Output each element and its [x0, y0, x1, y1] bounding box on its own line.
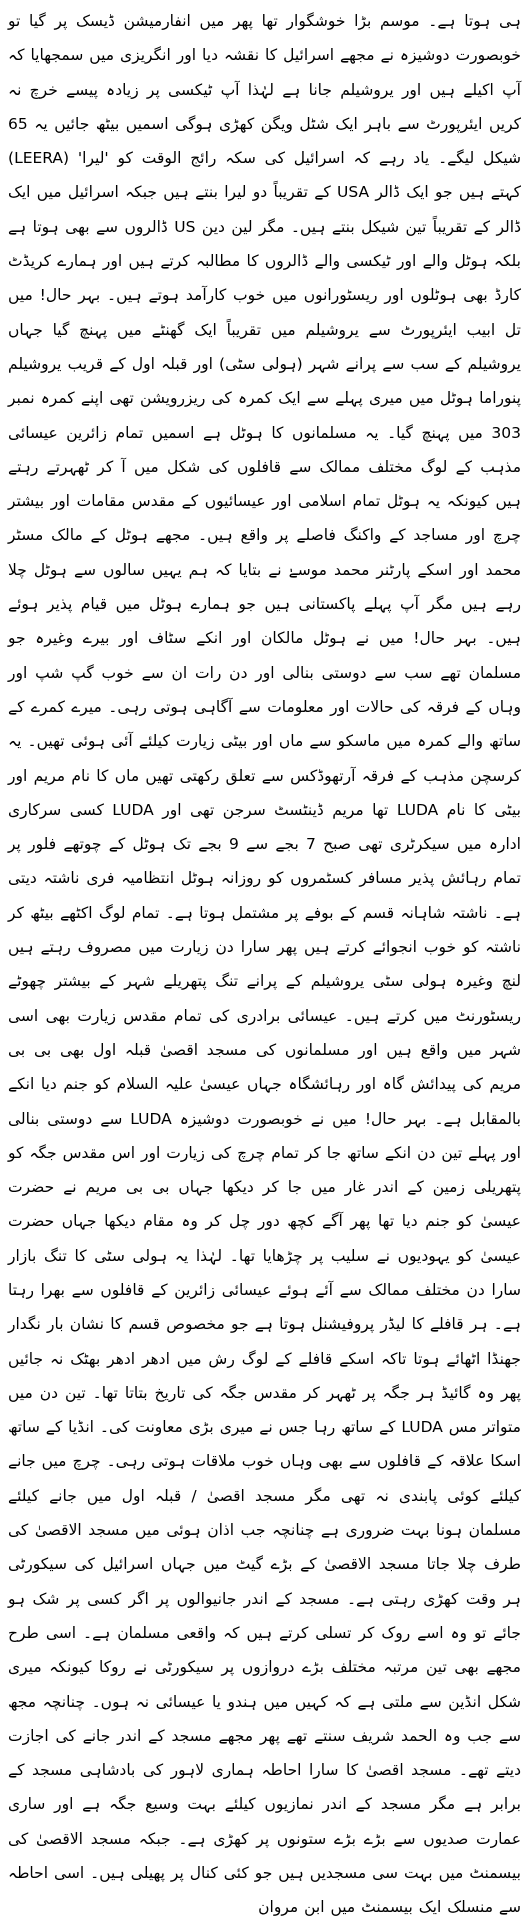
- article-body: ہی ہوتا ہے۔ موسم بڑا خوشگوار تھا پھر میں انفارمیشن ڈیسک پر گیا تو خوبصورت دوشیزہ نے مجھے اسرائیل کا نقشہ دیا اور انگریزی میں سمجھایا کہ آپ اکیلے ہیں اور یروشیلم جانا ہے لہٰذا آپ ٹیکسی پر زیادہ پیسے خرچ نہ کریں ایئرپورٹ سے باہر ایک شٹل ویگن کھڑی ہوگی اسمیں بیٹھ جائیں یہ 65 شیکل لیگے۔ یاد رہے کہ اسرائیل کی سکہ رائج الوقت کو 'لیرا' (LEERA) کہتے ہیں جو ایک ڈالر USA کے تقریباً دو لیرا بنتے ہیں جبکہ اسرائیل میں ایک ڈالر کے تقریباً تین شیکل بنتے ہیں۔ مگر لین دین US ڈالروں سے بھی ہوتا ہے بلکہ ہوٹل والے اور ٹیکسی والے ڈالروں کا مطالبہ کرتے ہیں اور ہمارے کریڈٹ کارڈ بھی ہوٹلوں اور ریسٹورانوں میں خوب کارآمد ہوتے ہیں۔ بہر حال! میں تل ابیب ایئرپورٹ سے یروشیلم میں تقریباً ایک گھنٹے میں پہنچ گیا جہاں یروشیلم کے سب سے پرانے شہر (ہولی سٹی) اور قبلہ اول کے قریب یروشیلم پنوراما ہوٹل میں میری پہلے سے ایک کمرہ کی ریزرویشن تھی اپنے کمرہ نمبر 303 میں پہنچ گیا۔ یہ مسلمانوں کا ہوٹل ہے اسمیں تمام زائرین عیسائی مذہب کے لوگ مختلف ممالک سے قافلوں کی شکل میں آ کر ٹھہرتے رہتے ہیں کیونکہ یہ ہوٹل تمام اسلامی اور عیسائیوں کے مقدس مقامات اور بیشتر چرچ اور مساجد کے واکنگ فاصلے پر واقع ہیں۔ مجھے ہوٹل کے مالک مسٹر محمد اور اسکے پارٹنر محمد موسےٰ نے بتایا کہ ہم یہیں سالوں سے ہوٹل چلا رہے ہیں مگر آپ پہلے پاکستانی ہیں جو ہمارے ہوٹل میں قیام پذیر ہوئے ہیں۔ بہر حال! میں نے ہوٹل مالکان اور انکے سٹاف اور بیرے وغیرہ جو مسلمان تھے سب سے دوستی بنالی اور دن رات ان سے خوب گپ شپ اور وہاں کے فرقہ کی حالات اور معلومات سے آگاہی ہوتی رہی۔ میرے کمرے کے ساتھ والے کمرہ میں ماسکو سے ماں اور بیٹی زیارت کیلئے آئی ہوئی تھیں۔ یہ کرسچن مذہب کے فرقہ آرتھوڈکس سے تعلق رکھتی تھیں ماں کا نام مریم اور بیٹی کا نام LUDA تھا مریم ڈینٹسٹ سرجن تھی اور LUDA کسی سرکاری ادارہ میں سیکرٹری تھی صبح 7 بجے سے 9 بجے تک ہوٹل کے چوتھے فلور پر تمام رہائش پذیر مسافر کسٹمروں کو روزانہ ہوٹل انتظامیہ فری ناشتہ دیتی ہے۔ ناشتہ شاہانہ قسم کے بوفے پر مشتمل ہوتا ہے۔ تمام لوگ اکٹھے بیٹھ کر ناشتہ کو خوب انجوائے کرتے ہیں پھر سارا دن زیارت میں مصروف رہتے ہیں لنچ وغیرہ ہولی سٹی یروشیلم کے پرانے تنگ پتھریلے شہر کے بیشتر چھوٹے ریسٹورنٹ میں کرتے ہیں۔ عیسائی برادری کی تمام مقدس زیارت بھی اسی شہر میں واقع ہیں اور مسلمانوں کی مسجد اقصیٰ قبلہ اول بھی بی بی مریم کی پیدائش گاہ اور رہائشگاہ جہاں عیسیٰ علیہ السلام کو جنم دیا انکے بالمقابل ہے۔ بہر حال! میں نے خوبصورت دوشیزہ LUDA سے دوستی بنالی اور پہلے تین دن انکے ساتھ جا کر تمام چرچ کی زیارت اور اس مقدس جگہ کو پتھریلی زمین کے اندر غار میں جا کر دیکھا جہاں بی بی مریم نے حضرت عیسیٰ کو جنم دیا تھا پھر آگے کچھ دور چل کر وہ مقام دیکھا جہاں حضرت عیسیٰ کو یہودیوں نے سلیب پر چڑھایا تھا۔ لہٰذا یہ ہولی سٹی کا تنگ بازار سارا دن مختلف ممالک سے آئے ہوئے عیسائی زائرین کے قافلوں سے بھرا رہتا ہے۔ ہر قافلے کا لیڈر پروفیشنل ہوتا ہے جو مخصوص قسم کا نشان بار نگدار جھنڈا اٹھائے ہوتا تاکہ اسکے قافلے کے لوگ رش میں ادھر ادھر بھٹک نہ جائیں پھر وہ گائیڈ ہر جگہ پر ٹھہر کر مقدس جگہ کی تاریخ بتاتا تھا۔ تین دن میں متواتر مس LUDA کے ساتھ رہا جس نے میری بڑی معاونت کی۔ انڈیا کے ساتھ اسکا علاقہ کے قافلوں سے بھی وہاں خوب ملاقات ہوتی رہی۔ چرچ میں جانے کیلئے کوئی پابندی نہ تھی مگر مسجد اقصیٰ / قبلہ اول میں جانے کیلئے مسلمان ہونا بہت ضروری ہے چنانچہ جب اذان ہوئی میں مسجد الاقصیٰ کی طرف چلا جاتا مسجد الاقصیٰ کے بڑے گیٹ میں جہاں اسرائیل کی سیکورٹی ہر وقت کھڑی رہتی ہے۔ مسجد کے اندر جانیوالوں پر اگر کسی پر شک ہو جائے تو وہ اسے روک کر تسلی کرتے ہیں کہ واقعی مسلمان ہے۔ اسی طرح مجھے بھی تین مرتبہ مختلف بڑے دروازوں پر سیکورٹی نے روکا کیونکہ میری شکل انڈین سے ملتی ہے کہ کہیں میں ہندو یا عیسائی نہ ہوں۔ چنانچہ مجھ سے جب وہ الحمد شریف سنتے تھے پھر مجھے مسجد کے اندر جانے کی اجازت دیتے تھے۔ مسجد اقصیٰ کا سارا احاطہ ہماری لاہور کی بادشاہی مسجد کے برابر ہے مگر مسجد کے اندر نمازیوں کیلئے بہت وسیع جگہ ہے اور ساری عمارت صدیوں سے بڑے بڑے ستونوں پر کھڑی ہے۔ جبکہ مسجد الاقصیٰ کی بیسمنٹ میں بہت سی مسجدیں ہیں جو کئی کنال پر پھیلی ہیں۔ اسی احاطہ سے منسلک ایک بیسمنٹ میں ابن مروان: [8, 12, 521, 1917]
